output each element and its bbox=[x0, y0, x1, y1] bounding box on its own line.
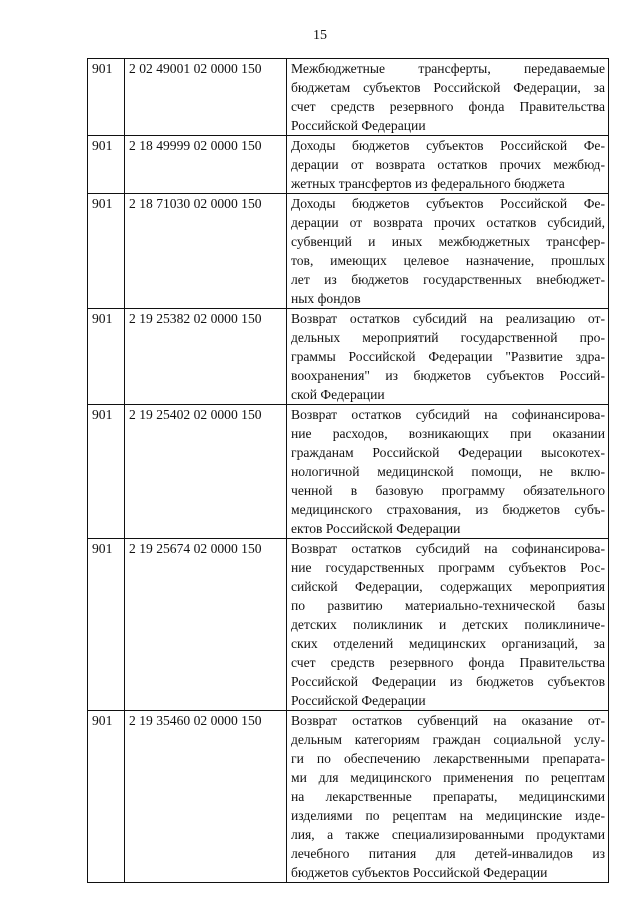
income-code-cell: 2 18 71030 02 0000 150 bbox=[125, 194, 287, 309]
income-name-line: Возврат остатков субвенций на оказание от- bbox=[291, 713, 605, 728]
income-name-line: Российской Федерации из бюджетов субъектов bbox=[291, 674, 605, 689]
income-name-line: медицинского страхования, из бюджетов субъ- bbox=[291, 502, 605, 517]
income-code-cell: 2 02 49001 02 0000 150 bbox=[125, 59, 287, 136]
income-name-line: дерации от возврата остатков прочих межбюд- bbox=[291, 157, 605, 172]
income-name-line: Возврат остатков субсидий на реализацию от- bbox=[291, 311, 605, 326]
income-name-line: лет из бюджетов государственных внебюджет- bbox=[291, 272, 605, 287]
income-name-line: воохранения" из бюджетов субъектов Россий- bbox=[291, 368, 605, 383]
income-name-line: ние государственных программ субъектов Рос- bbox=[291, 560, 605, 575]
income-name-line: лечебного питания для детей-инвалидов из bbox=[291, 846, 605, 861]
income-name-line: лия, а также специализированными продуктами bbox=[291, 827, 605, 842]
income-name-line: ских отделений медицинских организаций, за bbox=[291, 636, 605, 651]
admin-code-cell: 901 bbox=[88, 711, 125, 883]
income-name-line: ги по обеспечению лекарственными препарата- bbox=[291, 751, 605, 766]
income-name-line: счет средств резервного фонда Правительства bbox=[291, 655, 605, 670]
income-code-cell: 2 19 25402 02 0000 150 bbox=[125, 405, 287, 539]
admin-code-cell: 901 bbox=[88, 405, 125, 539]
income-name-line: ных фондов bbox=[291, 291, 361, 306]
table-row bbox=[88, 309, 609, 405]
income-name-line: по развитию материально-технической базы bbox=[291, 598, 605, 613]
income-code-cell: 2 18 49999 02 0000 150 bbox=[125, 136, 287, 194]
income-name-line: Возврат остатков субсидий на софинансирова- bbox=[291, 541, 605, 556]
income-name-line: дельным категориям граждан социальной услу- bbox=[291, 732, 605, 747]
income-name-line: ектов Российской Федерации bbox=[291, 521, 461, 536]
income-name-line: субвенций и иных межбюджетных трансфер- bbox=[291, 234, 605, 249]
income-name-cell bbox=[287, 711, 609, 883]
admin-code-cell: 901 bbox=[88, 59, 125, 136]
income-name-cell bbox=[287, 539, 609, 711]
income-name-line: гражданам Российской Федерации высокотех- bbox=[291, 445, 605, 460]
table-body bbox=[88, 59, 609, 883]
income-name-line: сийской Федерации, содержащих мероприятия bbox=[291, 579, 605, 594]
income-name-line: дельных мероприятий государственной про- bbox=[291, 330, 605, 345]
income-name-line: ской Федерации bbox=[291, 387, 385, 402]
income-name-line: тов, имеющих целевое назначение, прошлых bbox=[291, 253, 605, 268]
income-name-cell bbox=[287, 309, 609, 405]
admin-code-cell: 901 bbox=[88, 539, 125, 711]
income-name-line: жетных трансфертов из федерального бюджета bbox=[291, 176, 565, 191]
income-name-line: Межбюджетные трансферты, передаваемые bbox=[291, 61, 605, 76]
income-name-line: Российской Федерации bbox=[291, 118, 426, 133]
income-name-cell bbox=[287, 59, 609, 136]
income-name-line: Доходы бюджетов субъектов Российской Фе- bbox=[291, 196, 605, 211]
income-name-line: бюджетов субъектов Российской Федерации bbox=[291, 865, 548, 880]
income-name-line: граммы Российской Федерации "Развитие здра- bbox=[291, 349, 605, 364]
income-name-line: ченной в базовую программу обязательного bbox=[291, 483, 605, 498]
income-name-cell bbox=[287, 194, 609, 309]
income-code-cell: 2 19 25382 02 0000 150 bbox=[125, 309, 287, 405]
table-row bbox=[88, 711, 609, 883]
table-row bbox=[88, 539, 609, 711]
page-number: 15 bbox=[313, 28, 327, 43]
income-name-line: бюджетам субъектов Российской Федерации, за bbox=[291, 80, 605, 95]
table-row bbox=[88, 405, 609, 539]
income-code-cell: 2 19 35460 02 0000 150 bbox=[125, 711, 287, 883]
income-name-line: Российской Федерации bbox=[291, 693, 426, 708]
income-name-line: Возврат остатков субсидий на софинансирова- bbox=[291, 407, 605, 422]
income-name-line: счет средств резервного фонда Правительства bbox=[291, 99, 605, 114]
table-row bbox=[88, 59, 609, 136]
admin-code-cell: 901 bbox=[88, 194, 125, 309]
table-row bbox=[88, 194, 609, 309]
admin-code-cell: 901 bbox=[88, 309, 125, 405]
admin-code-cell: 901 bbox=[88, 136, 125, 194]
income-code-cell: 2 19 25674 02 0000 150 bbox=[125, 539, 287, 711]
income-name-line: на лекарственные препараты, медицинскими bbox=[291, 789, 605, 804]
income-name-line: ние расходов, возникающих при оказании bbox=[291, 426, 605, 441]
income-name-line: изделиями по рецептам на медицинские изде- bbox=[291, 808, 605, 823]
income-name-line: ми для медицинского применения по рецептам bbox=[291, 770, 605, 785]
income-name-line: дерации от возврата прочих остатков субсидий, bbox=[291, 215, 605, 230]
income-name-cell bbox=[287, 136, 609, 194]
table-row bbox=[88, 136, 609, 194]
income-name-line: детских поликлиник и детских поликлиниче- bbox=[291, 617, 605, 632]
income-name-line: нологичной медицинской помощи, не вклю- bbox=[291, 464, 605, 479]
income-name-cell bbox=[287, 405, 609, 539]
income-name-line: Доходы бюджетов субъектов Российской Фе- bbox=[291, 138, 605, 153]
budget-classification-table bbox=[87, 58, 609, 883]
